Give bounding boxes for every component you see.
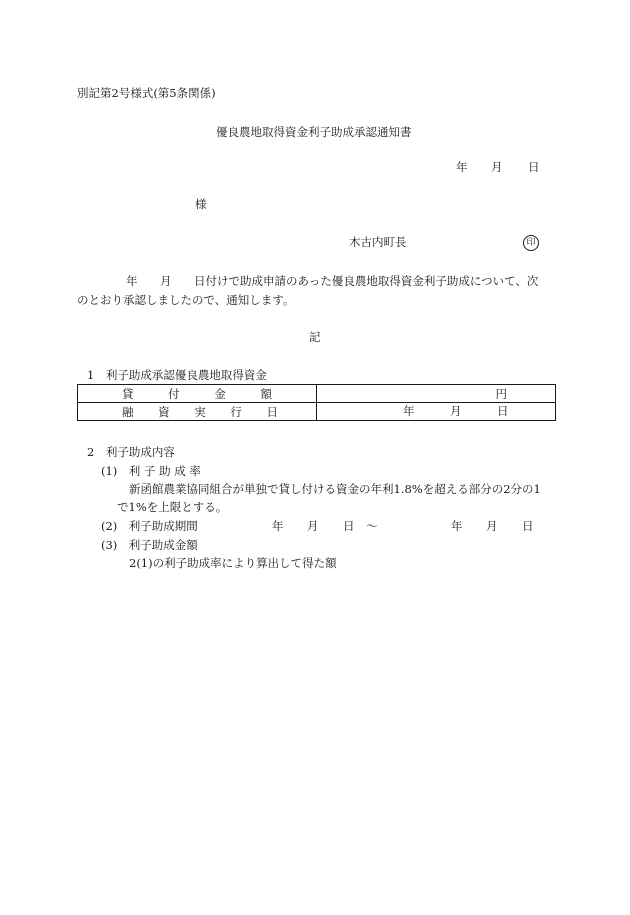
item1-text2: で1%を上限とする。 xyxy=(117,500,228,514)
table-row xyxy=(78,385,556,403)
item2-to-day: 日 xyxy=(522,519,534,533)
item1-label: (1) 利 子 助 成 率 xyxy=(101,464,201,478)
item2-tilde: ～ xyxy=(366,519,378,533)
loan-date-value: 年 月 日 xyxy=(317,403,556,421)
addressee-suffix: 様 xyxy=(195,197,207,211)
section1-heading: 1 利子助成承認優良農地取得資金 xyxy=(87,368,267,382)
body-day: 日付けで助成申請のあった優良農地取得資金利子助成について、次 xyxy=(194,274,539,288)
item2-from-year: 年 xyxy=(272,519,284,533)
table-row xyxy=(78,403,556,421)
loan-amount-label: 貸 付 金 額 xyxy=(78,385,317,403)
ki-heading: 記 xyxy=(309,330,321,344)
issuer: 木古内町長 xyxy=(349,235,407,249)
date-year: 年 xyxy=(456,160,468,174)
item2-label: (2) 利子助成期間 xyxy=(101,519,198,533)
seal-stamp: 印 xyxy=(523,235,539,251)
item3-label: (3) 利子助成金額 xyxy=(101,538,198,552)
item2-from-day: 日 xyxy=(343,519,355,533)
section2-heading: 2 利子助成内容 xyxy=(87,445,175,459)
loan-amount-value: 円 xyxy=(317,385,556,403)
item2-from-month: 月 xyxy=(307,519,319,533)
item3-text: 2(1)の利子助成率により算出して得た額 xyxy=(129,556,337,570)
loan-date-label: 融 資 実 行 日 xyxy=(78,403,317,421)
item1-text1: 新函館農業協同組合が単独で貸し付ける資金の年利1.8%を超える部分の2分の1 xyxy=(129,482,541,496)
form-label: 別記第2号様式(第5条関係) xyxy=(77,86,216,100)
body-line2: のとおり承認しましたので、通知します。 xyxy=(77,293,295,307)
item2-to-year: 年 xyxy=(451,519,463,533)
body-month: 月 xyxy=(160,274,172,288)
item2-to-month: 月 xyxy=(486,519,498,533)
date-month: 月 xyxy=(491,160,503,174)
date-day: 日 xyxy=(528,160,540,174)
body-year: 年 xyxy=(126,274,138,288)
loan-table xyxy=(77,384,556,421)
document-title: 優良農地取得資金利子助成承認通知書 xyxy=(216,125,412,139)
